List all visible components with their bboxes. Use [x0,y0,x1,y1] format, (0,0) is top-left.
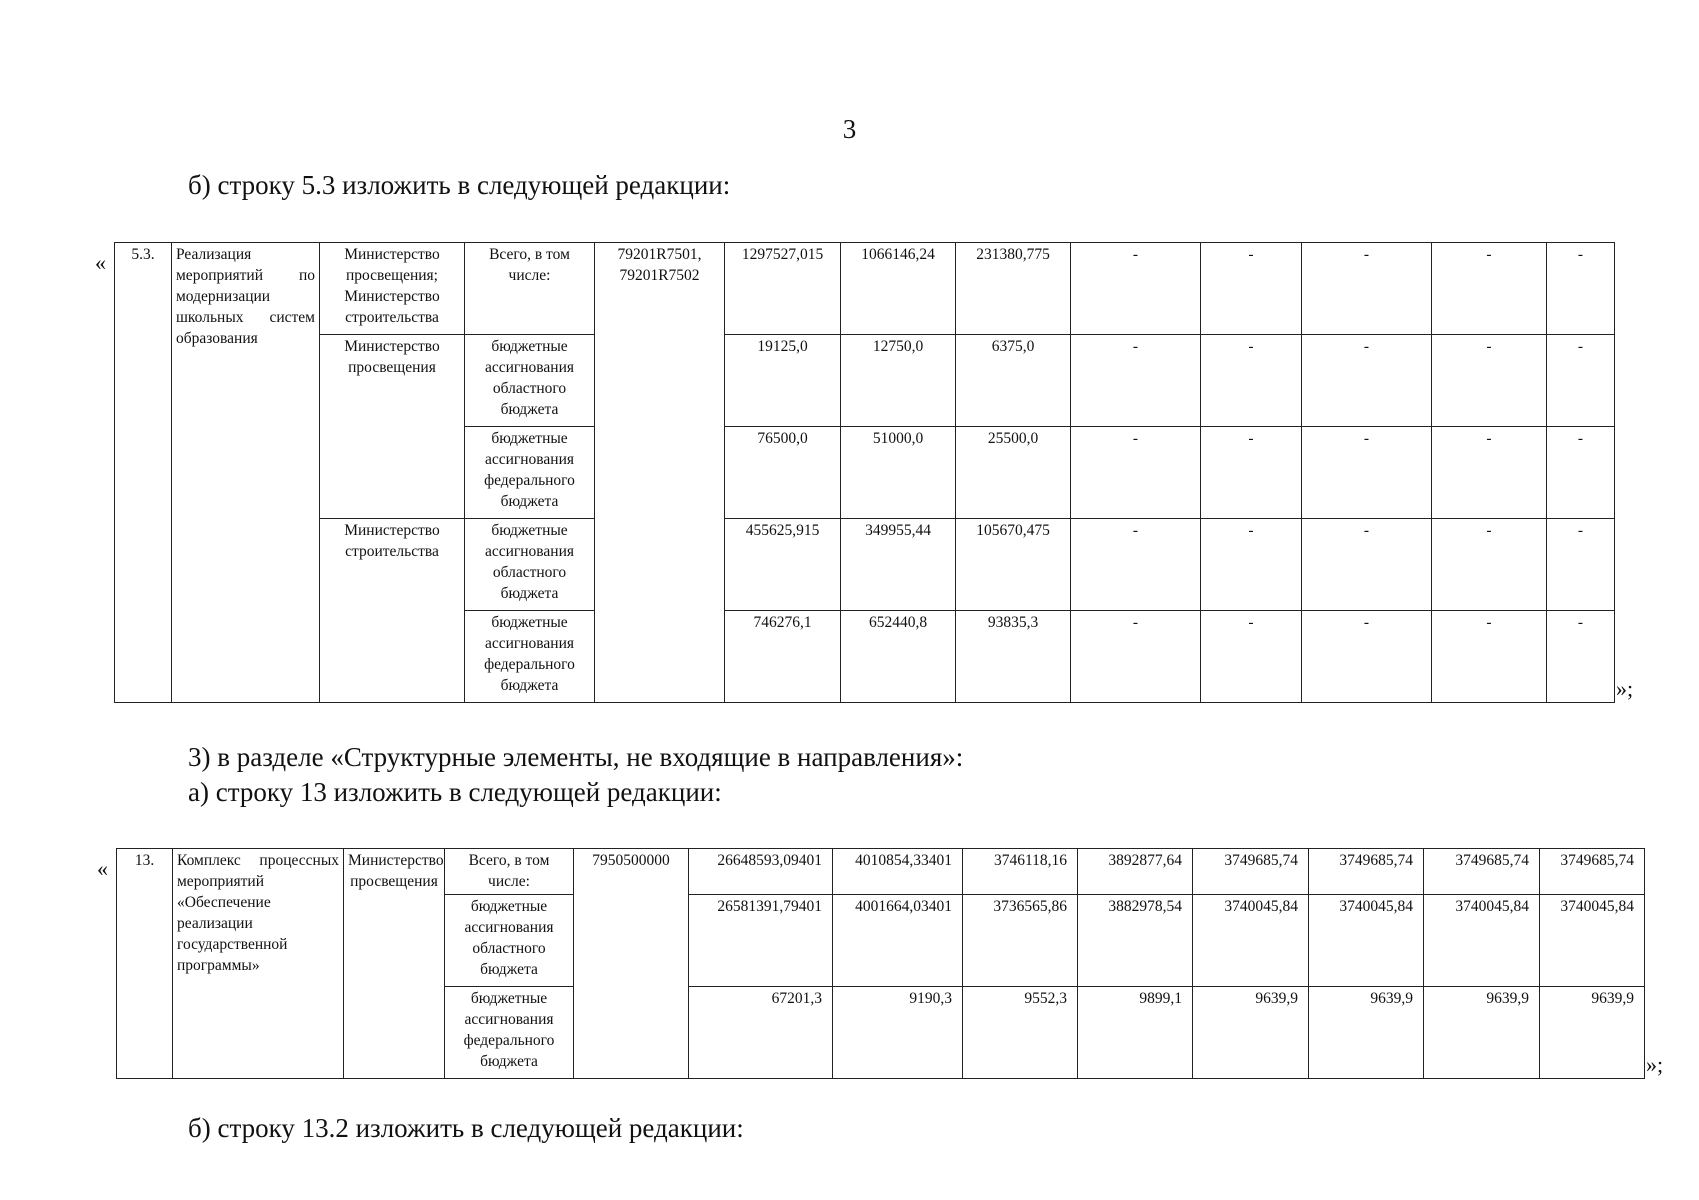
value-cell: 26581391,79401 [689,895,833,987]
value-cell: 455625,915 [725,519,841,611]
value-cell: 3740045,84 [1424,895,1540,987]
value-cell: 93835,3 [956,611,1071,703]
value-cell: - [1071,611,1201,703]
executor-cell: Министерство просвещения [344,849,445,1079]
table-row-5-3 [114,242,1615,703]
value-cell: - [1201,335,1302,427]
heading-row-13: а) строку 13 изложить в следующей редакции: [188,777,722,807]
value-cell: 3746118,16 [963,849,1078,895]
value-cell: 67201,3 [689,987,833,1079]
value-cell: - [1432,519,1547,611]
value-cell: 105670,475 [956,519,1071,611]
table-row-13 [116,848,1645,1079]
value-cell: 3749685,74 [1193,849,1309,895]
value-cell: - [1547,519,1615,611]
value-cell: - [1432,427,1547,519]
value-cell: 349955,44 [841,519,956,611]
page-number: 3 [842,114,857,144]
value-cell: - [1432,335,1547,427]
source-cell: Всего, в том числе: [445,849,574,895]
value-cell: - [1302,611,1432,703]
budget-code: 79201R7501, 79201R7502 [595,243,725,703]
value-cell: 9552,3 [963,987,1078,1079]
source-cell: бюджетные ассигнования областного бюджета [445,895,574,987]
value-cell: 6375,0 [956,335,1071,427]
value-cell: 9899,1 [1078,987,1193,1079]
executor-cell: Министерство строительства [320,519,465,703]
value-cell: - [1432,611,1547,703]
value-cell: 3892877,64 [1078,849,1193,895]
value-cell: 19125,0 [725,335,841,427]
heading-row-13-2: б) строку 13.2 изложить в следующей редакции: [188,1113,744,1143]
source-cell: бюджетные ассигнования федерального бюджета [465,427,595,519]
value-cell: - [1547,427,1615,519]
table1-close-quote: »; [1616,676,1634,701]
value-cell: - [1302,243,1432,335]
table1-open-quote: « [95,250,106,275]
value-cell: - [1071,427,1201,519]
executor-cell: Министерство просвещения; Министерство строительства [320,243,465,335]
budget-code: 7950500000 [574,849,689,1079]
value-cell: - [1071,519,1201,611]
executor-cell: Министерство просвещения [320,335,465,519]
heading-section-3: 3) в разделе «Структурные элементы, не входящие в направления»: [188,742,964,772]
source-cell: бюджетные ассигнования федерального бюджета [465,611,595,703]
table2-close-quote: »; [1646,1052,1664,1077]
value-cell: 76500,0 [725,427,841,519]
value-cell: 3749685,74 [1424,849,1540,895]
value-cell: 3740045,84 [1193,895,1309,987]
value-cell: - [1201,427,1302,519]
event-name: Реализация мероприятий по модернизации школьных систем образования [172,243,320,703]
value-cell: - [1302,427,1432,519]
value-cell: 9639,9 [1193,987,1309,1079]
value-cell: 3740045,84 [1540,895,1645,987]
value-cell: 3749685,74 [1309,849,1424,895]
value-cell: 4001664,03401 [833,895,963,987]
value-cell: 51000,0 [841,427,956,519]
value-cell: 1297527,015 [725,243,841,335]
value-cell: - [1201,243,1302,335]
table2-open-quote: « [97,856,108,881]
value-cell: 4010854,33401 [833,849,963,895]
value-cell: 12750,0 [841,335,956,427]
value-cell: - [1547,243,1615,335]
value-cell: 9190,3 [833,987,963,1079]
event-name: Комплекс процессных мероприятий «Обеспечение реализации государственной программы» [173,849,344,1079]
value-cell: 746276,1 [725,611,841,703]
value-cell: - [1547,611,1615,703]
value-cell: 3882978,54 [1078,895,1193,987]
value-cell: 3740045,84 [1309,895,1424,987]
value-cell: - [1432,243,1547,335]
value-cell: 3749685,74 [1540,849,1645,895]
value-cell: 1066146,24 [841,243,956,335]
value-cell: - [1302,335,1432,427]
value-cell: - [1201,611,1302,703]
value-cell: 231380,775 [956,243,1071,335]
value-cell: 25500,0 [956,427,1071,519]
value-cell: - [1302,519,1432,611]
value-cell: 9639,9 [1309,987,1424,1079]
value-cell: - [1201,519,1302,611]
value-cell: - [1547,335,1615,427]
value-cell: 9639,9 [1540,987,1645,1079]
value-cell: 9639,9 [1424,987,1540,1079]
value-cell: - [1071,335,1201,427]
row-number: 5.3. [115,243,172,703]
source-cell: Всего, в том числе: [465,243,595,335]
value-cell: 652440,8 [841,611,956,703]
value-cell: - [1071,243,1201,335]
value-cell: 3736565,86 [963,895,1078,987]
value-cell: 26648593,09401 [689,849,833,895]
heading-row-5-3: б) строку 5.3 изложить в следующей редакции: [188,170,731,200]
row-number: 13. [117,849,173,1079]
source-cell: бюджетные ассигнования федерального бюджета [445,987,574,1079]
source-cell: бюджетные ассигнования областного бюджета [465,335,595,427]
source-cell: бюджетные ассигнования областного бюджета [465,519,595,611]
